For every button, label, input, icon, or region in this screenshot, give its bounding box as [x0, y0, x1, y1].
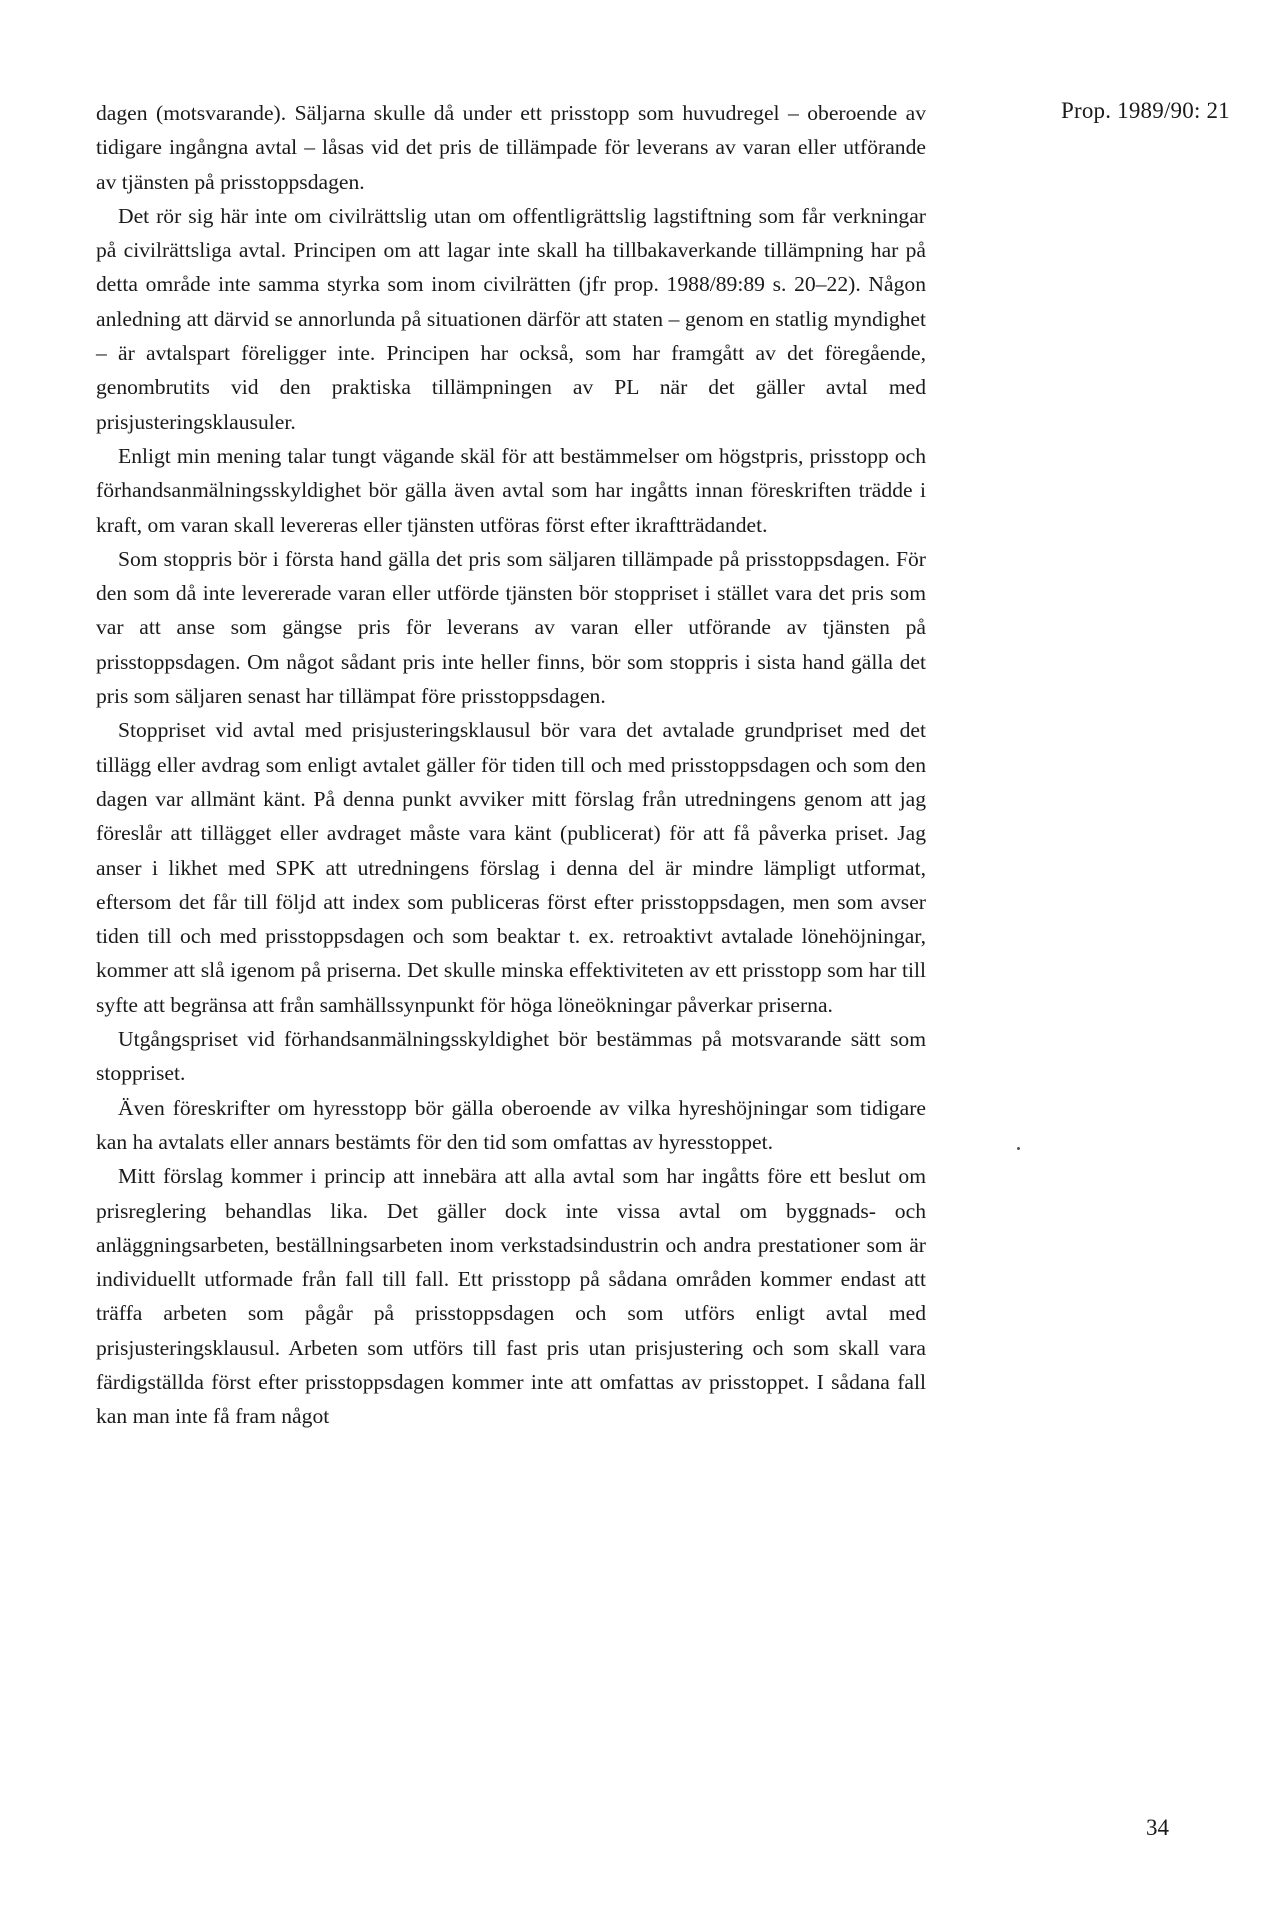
proposition-reference: Prop. 1989/90: 21: [1061, 98, 1230, 123]
paragraph-1: dagen (motsvarande). Säljarna skulle då under ett prisstopp som huvudregel – oberoende av tidigare ingångna avtal – låsas vid det pris de tillämpade för leverans av varan eller utförande av tjänsten på prisstoppsdagen.: [96, 101, 926, 194]
paragraph-3: Enligt min mening talar tungt vägande skäl för att bestämmelser om högstpris, prisstopp och förhandsanmälningsskyldighet bör gälla även avtal som har ingåtts innan föreskriften trädde i kraft, om varan skall levereras eller tjänsten utföras först efter ikraftträdandet.: [96, 443, 926, 537]
body-text: [96, 96, 926, 1434]
scan-speck: [1017, 1147, 1020, 1150]
paragraph-4: Som stoppris bör i första hand gälla det pris som säljaren tillämpade på prisstoppsdagen. För den som då inte levererade varan eller utförde tjänsten bör stoppriset i stället vara det pris som var att anse som gängse pris för leverans av varan eller utförande av tjänsten på prisstoppsdagen. Om något sådant pris inte heller finns, bör som stoppris i sista hand gälla det pris som säljaren senast har tillämpat före prisstoppsdagen.: [96, 546, 926, 709]
page-number: 34: [1146, 1815, 1169, 1840]
paragraph-2: Det rör sig här inte om civilrättslig utan om offentligrättslig lagstiftning som får verkningar på civilrättsliga avtal. Principen om att lagar inte skall ha tillbakaverkande tillämpning har på detta område inte samma styrka som inom civilrätten (jfr prop. 1988/89:89 s. 20–22). Någon anledning att därvid se annorlunda på situationen därför att staten – genom en statlig myndighet – är avtalspart föreligger inte. Principen har också, som har framgått av det föregående, genombrutits vid den praktiska tillämpningen av PL när det gäller avtal med prisjusteringsklausuler.: [96, 203, 926, 434]
paragraph-5: Stoppriset vid avtal med prisjusteringsklausul bör vara det avtalade grundpriset med det tillägg eller avdrag som enligt avtalet gäller för tiden till och med prisstoppsdagen och som den dagen var allmänt känt. På denna punkt avviker mitt förslag från utredningens genom att jag föreslår att tillägget eller avdraget måste vara känt (publicerat) för att få påverka priset. Jag anser i likhet med SPK att utredningens förslag i denna del är mindre lämpligt utformat, eftersom det får till följd att index som publiceras först efter prisstoppsdagen, men som avser tiden till och med prisstoppsdagen och som beaktar t. ex. retroaktivt avtalade lönehöjningar, kommer att slå igenom på priserna. Det skulle minska effektiviteten av ett prisstopp som har till syfte att begränsa att från samhällssynpunkt för höga löneökningar påverkar priserna.: [96, 718, 926, 1017]
paragraph-7: Även föreskrifter om hyresstopp bör gälla oberoende av vilka hyreshöjningar som tidigare kan ha avtalats eller annars bestämts för den tid som omfattas av hyresstoppet.: [96, 1095, 926, 1154]
paragraph-8: Mitt förslag kommer i princip att innebära att alla avtal som har ingåtts före ett beslut om prisreglering behandlas lika. Det gäller dock inte vissa avtal om byggnads- och anläggningsarbeten, beställningsarbeten inom verkstadsindustrin och andra prestationer som är individuellt utformade från fall till fall. Ett prisstopp på sådana områden kommer endast att träffa arbeten som pågår på prisstoppsdagen och som utförs enligt avtal med prisjusteringsklausul. Arbeten som utförs till fast pris utan prisjustering och som skall vara färdigställda först efter prisstoppsdagen kommer inte att omfattas av prisstoppet. I sådana fall kan man inte få fram något: [96, 1164, 926, 1429]
paragraph-6: Utgångspriset vid förhandsanmälningsskyldighet bör bestämmas på motsvarande sätt som stoppriset.: [96, 1027, 926, 1086]
